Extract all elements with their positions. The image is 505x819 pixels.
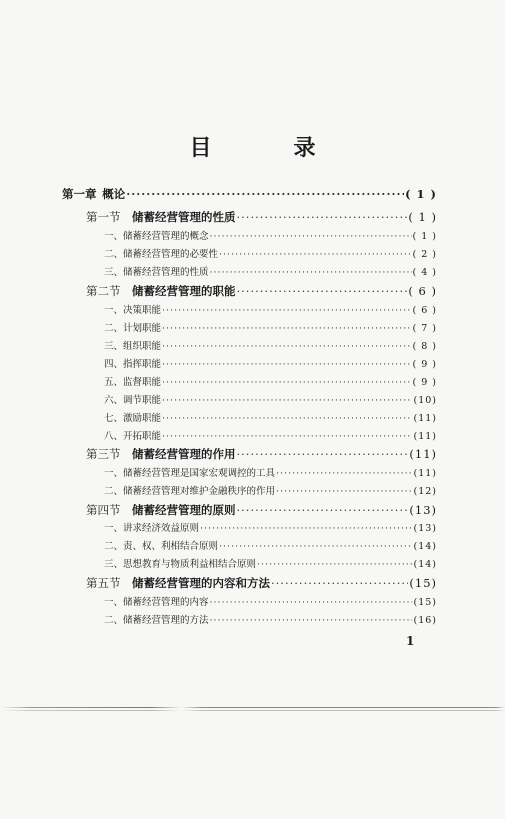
- toc-leader-dots: [162, 305, 411, 316]
- toc-entry-title: [104, 594, 209, 608]
- toc-page-number: (14): [413, 541, 437, 552]
- toc-page-number: (11): [409, 447, 437, 461]
- toc-entry-name: 五、监督职能: [104, 377, 162, 388]
- toc-entry-name: 二、计划职能: [104, 323, 162, 334]
- toc-leader-dots: [162, 377, 411, 388]
- toc-page-number: ( 6 ): [412, 305, 437, 316]
- toc-entry-prefix: 第二节: [86, 284, 121, 298]
- bottom-rule-shadow: [0, 710, 505, 711]
- toc-item: [104, 356, 437, 370]
- toc-entry-title: [104, 302, 161, 316]
- toc-entry-name: 储蓄经营管理的性质: [132, 210, 236, 224]
- toc-page-number: ( 9 ): [412, 359, 437, 370]
- toc-page-number: (15): [413, 597, 437, 608]
- toc-leader-dots: [210, 597, 413, 608]
- toc-page-number: (13): [409, 503, 437, 517]
- toc-item: [104, 302, 437, 316]
- toc-page-number: (11): [413, 468, 437, 479]
- toc-item: [104, 520, 437, 534]
- toc-page-number: ( 6 ): [408, 284, 437, 298]
- toc-page-number: ( 1 ): [412, 231, 437, 242]
- toc-entry-title: [86, 446, 236, 462]
- toc-entry-title: [104, 264, 209, 278]
- toc-entry-title: [104, 392, 161, 406]
- toc-entry-name: 一、决策职能: [104, 305, 162, 316]
- toc-section: [86, 446, 437, 462]
- toc-page-number: (10): [413, 395, 437, 406]
- toc-section: [86, 502, 437, 518]
- toc-entry-name: 储蓄经营管理的作用: [132, 447, 236, 461]
- toc-page-number: (14): [413, 559, 437, 570]
- toc-page-number: ( 4 ): [412, 267, 437, 278]
- toc-entry-name: 二、储蓄经营管理的必要性: [104, 249, 219, 260]
- toc-entry-title: [104, 538, 218, 552]
- toc-entry-name: 储蓄经营管理的职能: [132, 284, 236, 298]
- toc-item: [104, 483, 437, 497]
- toc-leader-dots: [126, 187, 404, 201]
- toc-entry-name: 储蓄经营管理的原则: [132, 503, 236, 517]
- toc-leader-dots: [200, 523, 412, 534]
- toc-entry-name: 六、调节职能: [104, 395, 162, 406]
- toc-leader-dots: [162, 341, 411, 352]
- toc-leader-dots: [162, 359, 411, 370]
- toc-section: [86, 283, 437, 299]
- toc-entry-title: [104, 483, 275, 497]
- toc-entry-title: [104, 520, 199, 534]
- toc-leader-dots: [257, 559, 412, 570]
- toc-leader-dots: [237, 210, 408, 224]
- toc-entry-prefix: 第一节: [86, 210, 121, 224]
- toc-entry-title: [86, 502, 236, 518]
- toc-entry-name: 三、储蓄经营管理的性质: [104, 267, 209, 278]
- toc-page-number: ( 8 ): [412, 341, 437, 352]
- toc-leader-dots: [237, 503, 409, 517]
- toc-entry-title: [104, 228, 209, 242]
- toc-entry-title: [104, 246, 218, 260]
- toc-entry-name: 概论: [102, 187, 126, 201]
- toc-entry-title: [104, 556, 256, 570]
- toc-item: [104, 538, 437, 552]
- toc-item: [104, 374, 437, 388]
- toc-page-number: (11): [413, 413, 437, 424]
- toc-item: [104, 338, 437, 352]
- toc-entry-prefix: 第五节: [86, 576, 121, 590]
- toc-entry-name: 储蓄经营管理的内容和方法: [132, 576, 270, 590]
- toc-entry-title: [86, 209, 236, 225]
- toc-item: [104, 612, 437, 626]
- toc-entry-name: 七、激励职能: [104, 413, 162, 424]
- page-number: 1: [406, 634, 415, 648]
- toc-entry-name: 八、开拓职能: [104, 431, 162, 442]
- toc-page-number: (16): [413, 615, 437, 626]
- toc-item: [104, 556, 437, 570]
- toc-page-number: ( 1 ): [405, 187, 437, 201]
- toc-item: [104, 246, 437, 260]
- toc-entry-name: 三、思想教育与物质利益相结合原则: [104, 559, 257, 570]
- toc-page-number: ( 1 ): [408, 210, 437, 224]
- toc-page-number: ( 9 ): [412, 377, 437, 388]
- toc-entry-title: [104, 410, 161, 424]
- toc-entry-name: 一、讲求经济效益原则: [104, 523, 200, 534]
- toc-item: [104, 410, 437, 424]
- toc-leader-dots: [237, 284, 408, 298]
- toc-entry-name: 二、储蓄经营管理的方法: [104, 615, 209, 626]
- toc-leader-dots: [162, 395, 412, 406]
- toc-leader-dots: [276, 468, 412, 479]
- toc-leader-dots: [219, 541, 412, 552]
- toc-item: [104, 465, 437, 479]
- toc-page-number: (11): [413, 431, 437, 442]
- toc-entry-title: [104, 356, 161, 370]
- toc-entry-prefix: 第三节: [86, 447, 121, 461]
- toc-page-number: (13): [413, 523, 437, 534]
- toc-leader-dots: [162, 323, 411, 334]
- toc-leader-dots: [210, 615, 413, 626]
- toc-leader-dots: [276, 486, 412, 497]
- toc-entry-name: 一、储蓄经营管理的概念: [104, 231, 209, 242]
- bottom-rule: [0, 707, 505, 708]
- toc-leader-dots: [210, 231, 412, 242]
- toc-entry-name: 一、储蓄经营管理是国家宏观调控的工具: [104, 468, 276, 479]
- toc-page-number: ( 7 ): [412, 323, 437, 334]
- toc-item: [104, 320, 437, 334]
- toc-leader-dots: [162, 431, 412, 442]
- toc-item: [104, 594, 437, 608]
- toc-page-number: (15): [409, 576, 437, 590]
- toc-item: [104, 228, 437, 242]
- toc-item: [104, 264, 437, 278]
- toc-entry-name: 二、储蓄经营管理对维护金融秩序的作用: [104, 486, 276, 497]
- toc-entry-title: [62, 186, 125, 202]
- toc-entry-title: [86, 283, 236, 299]
- toc-item: [104, 428, 437, 442]
- toc-item: [104, 392, 437, 406]
- toc-entry-title: [104, 320, 161, 334]
- toc-entry-name: 四、指挥职能: [104, 359, 162, 370]
- toc-leader-dots: [219, 249, 411, 260]
- toc-entry-name: 二、责、权、利相结合原则: [104, 541, 219, 552]
- toc-chapter: [62, 186, 437, 202]
- toc-entry-title: [104, 338, 161, 352]
- toc-entry-title: [104, 428, 161, 442]
- toc-leader-dots: [162, 413, 412, 424]
- toc-entry-title: [104, 612, 209, 626]
- toc-page-number: (12): [413, 486, 437, 497]
- toc-leader-dots: [210, 267, 412, 278]
- toc-entry-prefix: 第一章: [62, 187, 97, 201]
- page-title: 目 录: [189, 135, 346, 161]
- toc-section: [86, 575, 437, 591]
- toc-section: [86, 209, 437, 225]
- toc-leader-dots: [237, 447, 409, 461]
- toc-entry-title: [86, 575, 270, 591]
- toc-leader-dots: [271, 576, 408, 590]
- toc-entry-prefix: 第四节: [86, 503, 121, 517]
- toc-page-number: ( 2 ): [412, 249, 437, 260]
- toc-entry-name: 三、组织职能: [104, 341, 162, 352]
- toc-entry-title: [104, 465, 275, 479]
- toc-entry-name: 一、储蓄经营管理的内容: [104, 597, 209, 608]
- toc-entry-title: [104, 374, 161, 388]
